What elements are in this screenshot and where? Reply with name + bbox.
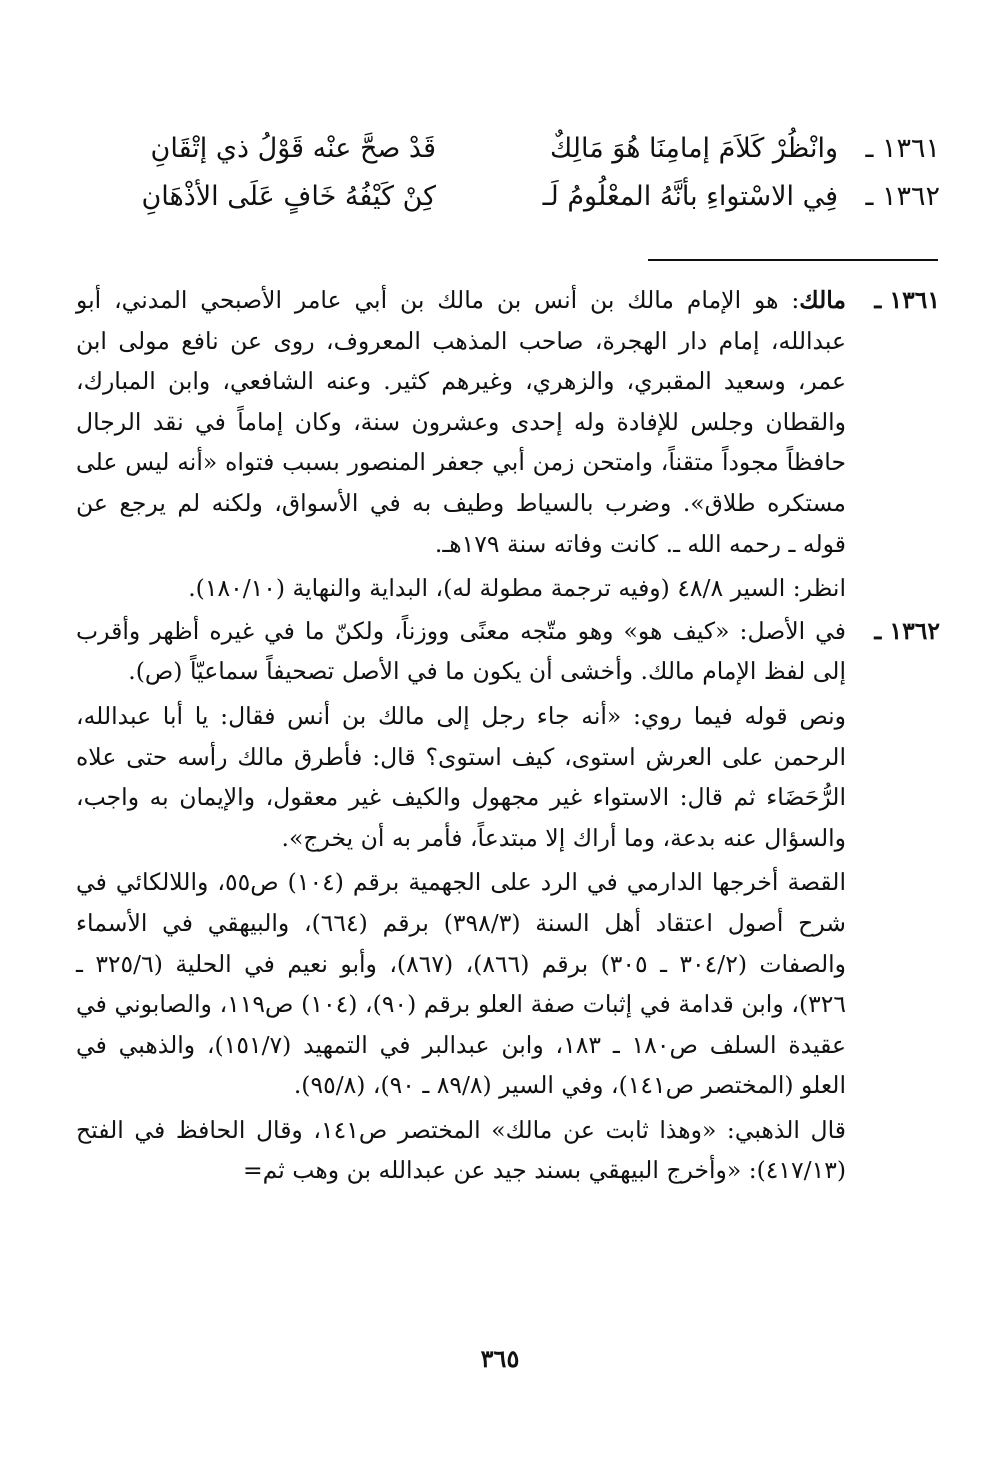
footnote-paragraph: في الأصل: «كيف هو» وهو متّجه معنًى ووزناً، ولكنّ ما في غيره أظهر وأقرب إلى لفظ الإمام مالك. وأخشى أن يكون ما في الأصل تصحيفاً سماعيّاً (ص). xyxy=(76,616,846,686)
footnote-separator xyxy=(648,259,938,261)
verse-line xyxy=(60,124,940,172)
footnote-number: ١٣٦١ ـ xyxy=(874,286,940,314)
poem-verses xyxy=(60,124,940,220)
footnote xyxy=(76,611,940,1191)
footnote-number: ١٣٦٢ ـ xyxy=(874,616,940,645)
footnote xyxy=(76,280,940,609)
footnote-paragraph: مالك: هو الإمام مالك بن أنس بن مالك بن أبي عامر الأصبحي المدني، أبو عبدالله، إمام دار الهجرة، صاحب المذهب المعروف، روى عن نافع مولى ابن عمر، وسعيد المقبري، والزهري، وغيرهم كثير. وعنه الشافعي، وابن المبارك، والقطان وجلس للإفادة وله إحدى وعشرون سنة، وكان إماماً في نقد الرجال حافظاً مجوداً متقناً، وامتحن زمن أبي جعفر المنصور بسبب فتواه «أنه ليس على مستكره طلاق». وضرب بالسياط وطيف به في الأسواق، ولكنه لم يرجع عن قوله ـ رحمه الله ـ. كانت وفاته سنة ١٧٩هـ. xyxy=(76,286,846,558)
verse-first-hemistich: وانْظُرْ كَلاَمَ إمامِنَا هُوَ مَالِكٌ xyxy=(550,132,838,164)
verse-first-hemistich: فِي الاسْتواءِ بأنَّهُ المعْلُومُ لَـ xyxy=(542,180,838,212)
verse-second-hemistich: كِنْ كَيْفُهُ خَافٍ عَلَى الأذْهَانِ xyxy=(141,180,436,212)
verse-line xyxy=(60,172,940,220)
page-number: ٣٦٥ xyxy=(480,1344,520,1373)
verse-number: ١٣٦٢ ـ xyxy=(865,180,940,212)
footnote-body xyxy=(76,611,846,1191)
footnote-paragraph: انظر: السير ٤٨/٨ (وفيه ترجمة مطولة له)، البداية والنهاية (١٨٠/١٠). xyxy=(188,574,846,603)
verse-number: ١٣٦١ ـ xyxy=(865,132,940,164)
footnotes xyxy=(76,280,940,1191)
verse-second-hemistich: قَدْ صحَّ عنْه قَوْلُ ذي إتْقَانِ xyxy=(150,132,436,164)
footnote-paragraph: ونص قوله فيما روي: «أنه جاء رجل إلى مالك بن أنس فقال: يا أبا عبدالله، الرحمن على العرش استوى، كيف استوى؟ قال: فأطرق مالك رأسه حتى علاه الرُّحَضَاء ثم قال: الاستواء غير مجهول والكيف غير معقول، والإيمان به واجب، والسؤال عنه بدعة، وما أراك إلا مبتدعاً، فأمر به أن يخرج». xyxy=(76,701,846,852)
footnote-lead: مالك xyxy=(799,286,846,314)
footnote-paragraph: قال الذهبي: «وهذا ثابت عن مالك» المختصر ص١٤١، وقال الحافظ في الفتح (٤١٧/١٣): «وأخرج البيهقي بسند جيد عن عبدالله بن وهب ثم= xyxy=(76,1115,846,1185)
footnote-paragraph: القصة أخرجها الدارمي في الرد على الجهمية برقم (١٠٤) ص٥٥، واللالكائي في شرح أصول اعتقاد أهل السنة (٣٩٨/٣) برقم (٦٦٤)، والبيهقي في الأسماء والصفات (٣٠٤/٢ ـ ٣٠٥) برقم (٨٦٦)، (٨٦٧)، وأبو نعيم في الحلية (٣٢٥/٦ ـ ٣٢٦)، وابن قدامة في إثبات صفة العلو برقم (٩٠)، (١٠٤) ص١١٩، والصابوني في عقيدة السلف ص١٨٠ ـ ١٨٣، وابن عبدالبر في التمهيد (١٥١/٧)، والذهبي في العلو (المختصر ص١٤١)، وفي السير (٨٩/٨ ـ ٩٠)، (٩٥/٨). xyxy=(76,868,846,1100)
footnote-body xyxy=(76,280,846,609)
